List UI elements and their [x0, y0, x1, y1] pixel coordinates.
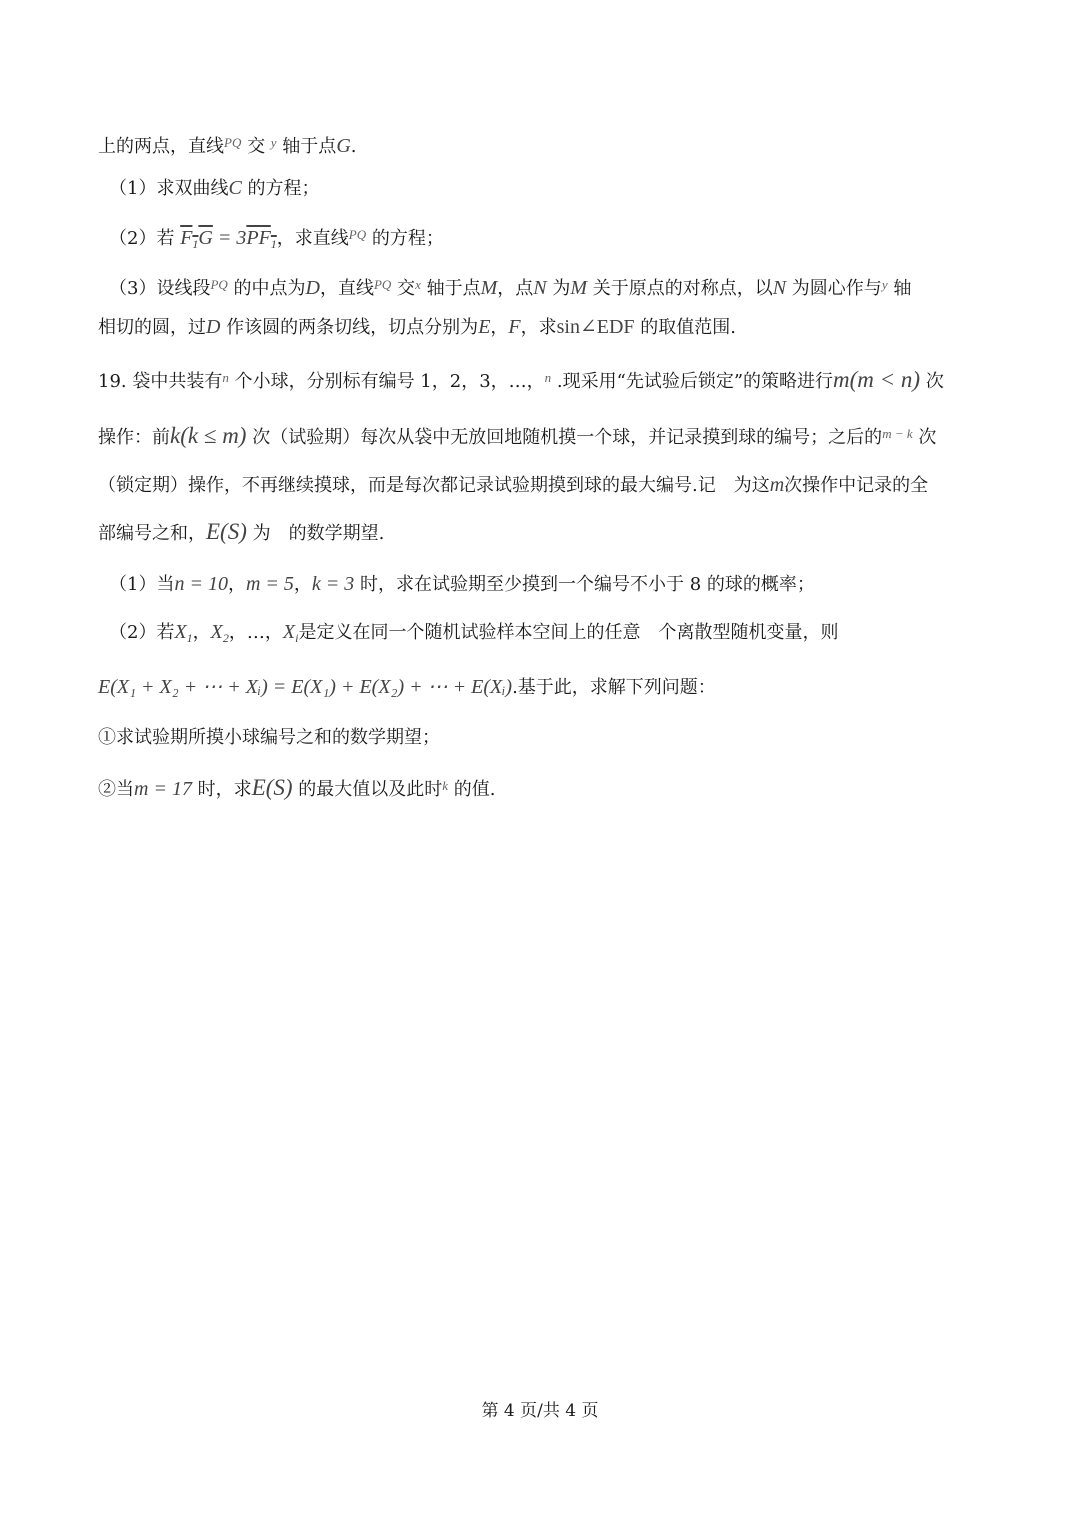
subquestion-1: （1）求双曲线C 的方程； [109, 177, 320, 199]
subquestion-2: （2）若 $F_1G = 3PF_1$，求直线$^{PQ}$ 的方程； [109, 227, 444, 251]
item-circle-1: ①求试验期所摸小球编号之和的数学期望； [98, 727, 440, 748]
subquestion-3-line-1: （3）设线段$^{PQ}$ 的中点为D，直线$^{PQ}$ 交$^x$ 轴于点M，点N 为M 关于原点的对称点，以N 为圆心作与$^y$ 轴 [109, 277, 912, 299]
problem-19-subquestion-1: （1）当n = 10，m = 5，k = 3 时，求在试验期至少摸到一个编号不小于 8 的球的概率； [109, 573, 815, 595]
page-footer: 第 4 页/共 4 页 [481, 1401, 599, 1421]
problem-19-line-1: 19. 袋中共装有$^n$ 个小球，分别标有编号 1，2，3，…，$^n$ .现采用“先试验后锁定”的策略进行m(m < n) 次 [98, 367, 944, 392]
problem-19-line-3: （锁定期）操作，不再继续摸球，而是每次都记录试验期摸到球的最大编号.记 为这m次操作中记录的全 [98, 474, 929, 496]
item-circle-2: ②当m = 17 时，求E(S) 的最大值以及此时$^k$ 的值. [98, 775, 496, 800]
subquestion-3-line-2: 相切的圆，过D 作该圆的两条切线，切点分别为E，F，求sin∠EDF 的取值范围. [98, 316, 736, 338]
expectation-formula-line: E(X₁ + X₂ + ⋯ + Xᵢ) = E(X₁) + E(X₂) + ⋯ + E(Xᵢ).基于此，求解下列问题： [98, 676, 716, 698]
problem-19-line-4: 部编号之和，E(S) 为 的数学期望. [98, 519, 385, 544]
text-line-1: 上的两点，直线$^{PQ}$ 交 $^y$ 轴于点G. [98, 135, 357, 157]
problem-19-line-2: 操作：前k(k ≤ m) 次（试验期）每次从袋中无放回地随机摸一个球，并记录摸到球的编号；之后的$^{m - k}$ 次 [98, 423, 937, 448]
problem-19-subquestion-2: （2）若$X_1$，$X_2$，…，$X_i$是定义在同一个随机试验样本空间上的任意 个离散型随机变量，则 [109, 621, 839, 645]
